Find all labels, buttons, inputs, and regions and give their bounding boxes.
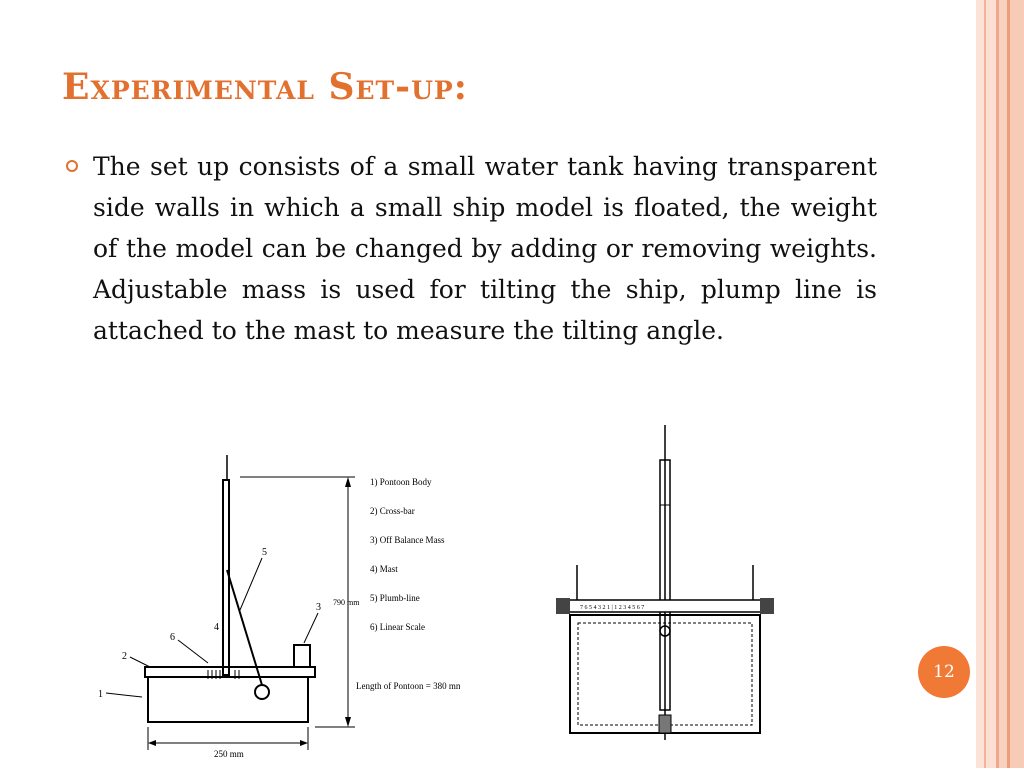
callout-5: 5 xyxy=(262,547,267,558)
decorative-side-stripes xyxy=(976,0,1024,768)
legend-item-2: 2) Cross-bar xyxy=(370,506,415,516)
pontoon-setup-diagram xyxy=(90,445,460,765)
legend-item-1: 1) Pontoon Body xyxy=(370,477,432,487)
callout-3: 3 xyxy=(316,602,321,613)
water-tank-diagram xyxy=(540,420,790,765)
callout-6: 6 xyxy=(170,632,175,643)
legend-item-6: 6) Linear Scale xyxy=(370,622,425,632)
callout-4: 4 xyxy=(214,622,219,633)
tilt-scale-numbers: 7 6 5 4 3 2 1 | 1 2 3 4 5 6 7 xyxy=(580,605,645,611)
height-dimension-label: 790 mm xyxy=(333,598,360,607)
width-dimension-label: 250 mm xyxy=(214,749,244,759)
legend-item-4: 4) Mast xyxy=(370,564,398,574)
callout-1: 1 xyxy=(98,689,103,700)
bullet-circle-icon xyxy=(66,160,78,172)
callout-2: 2 xyxy=(122,651,127,662)
slide-body-text: The set up consists of a small water tank having transparent side walls in which a small ship model is floated, the weight of the model can be changed by adding or removing weights. Adjustable mass is used for tilting the ship, plump line is attached to the mast to measure the tilting angle. xyxy=(93,152,877,345)
length-label: Length of Pontoon = 380 mm xyxy=(356,681,460,691)
legend-item-3: 3) Off Balance Mass xyxy=(370,535,445,545)
slide-title: Experimental Set-up: xyxy=(62,66,468,108)
page-number-badge: 12 xyxy=(918,646,970,698)
legend-item-5: 5) Plumb-line xyxy=(370,593,420,603)
